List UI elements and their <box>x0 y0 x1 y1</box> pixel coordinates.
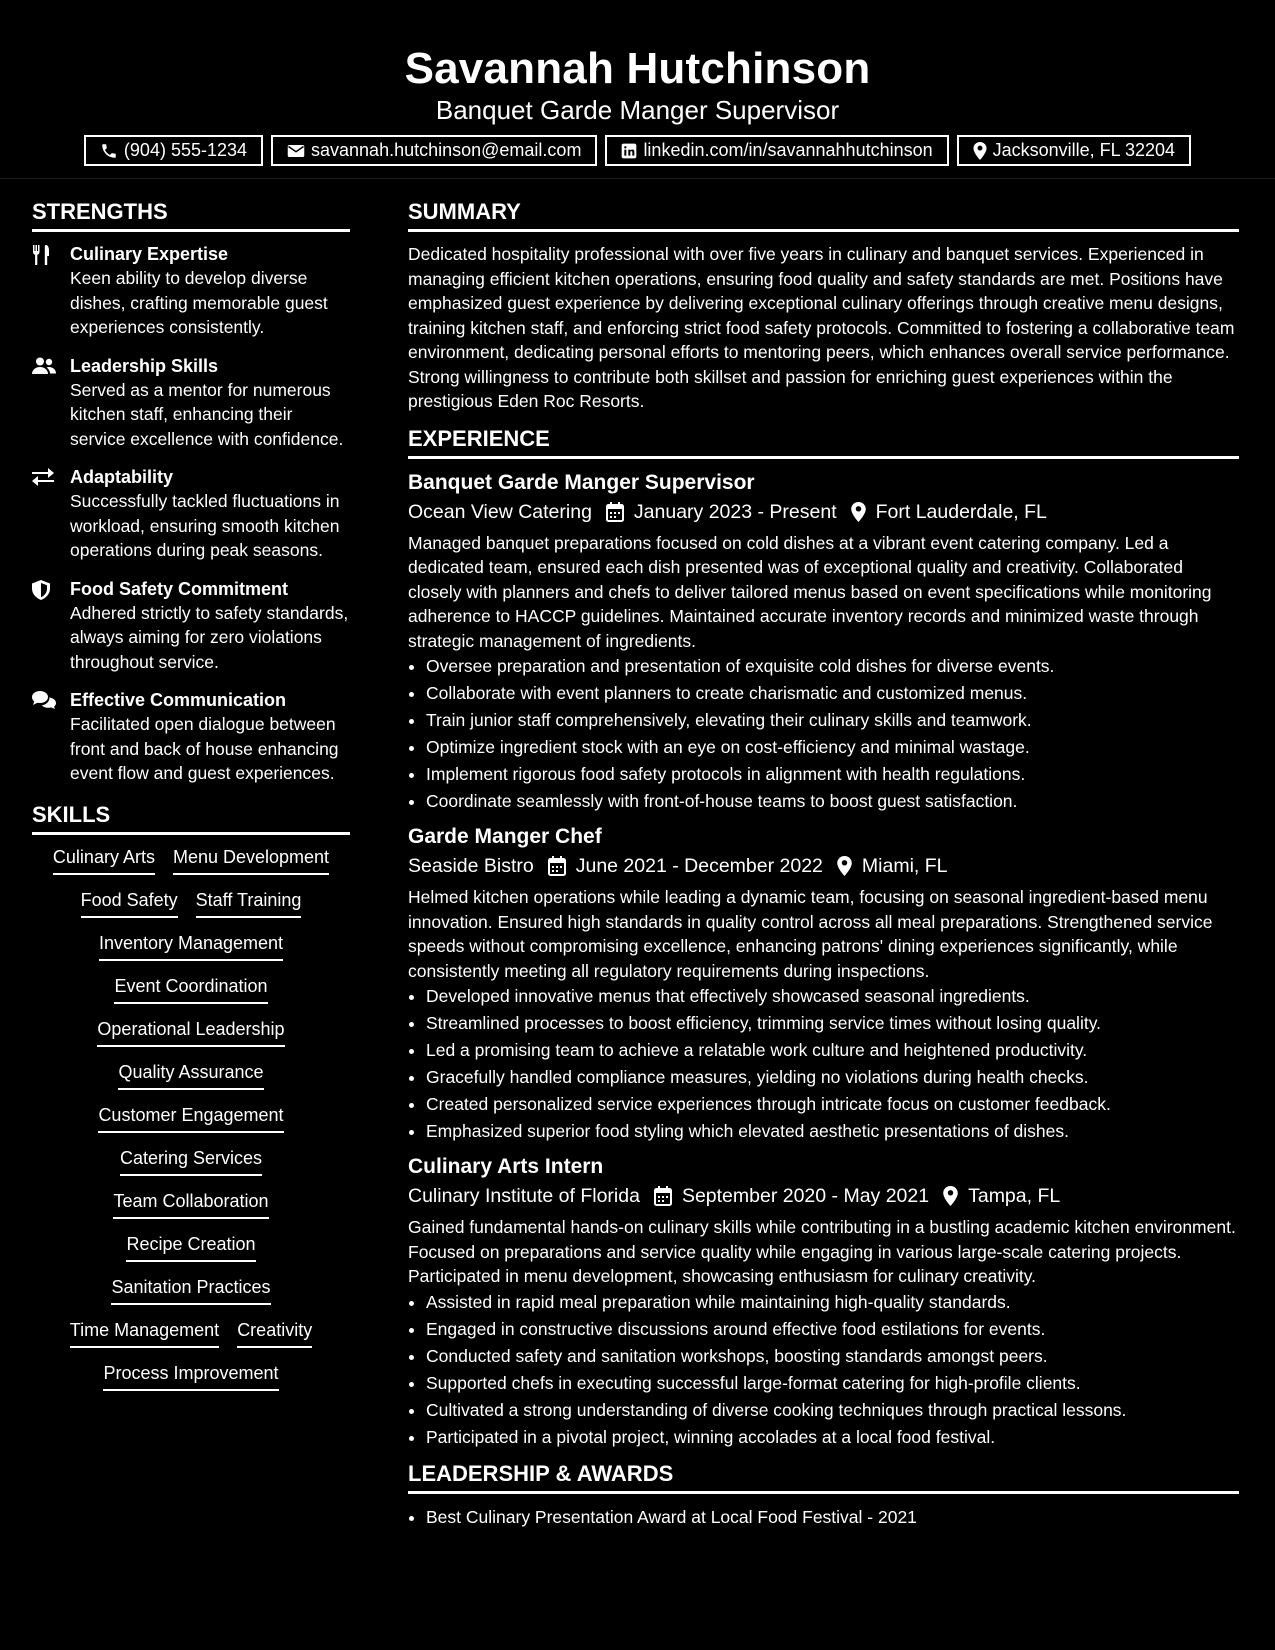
contact-linkedin[interactable] <box>605 135 948 166</box>
job-entry <box>408 469 1239 816</box>
map-pin-icon <box>851 502 866 522</box>
skill-tag: Quality Assurance <box>118 1060 263 1090</box>
exchange-icon <box>32 465 70 563</box>
job-bullet: • Streamlined processes to boost efficiency, trimming service times without losing quality. <box>426 1010 1239 1037</box>
job-company: Culinary Institute of Florida <box>408 1185 640 1207</box>
contact-phone[interactable] <box>84 135 263 166</box>
job-bullet: • Led a promising team to achieve a relatable work culture and heightened productivity. <box>426 1037 1239 1064</box>
awards-heading: LEADERSHIP & AWARDS <box>408 1459 1239 1494</box>
job-bullet: • Oversee preparation and presentation of exquisite cold dishes for diverse events. <box>426 653 1239 680</box>
job-meta <box>408 1181 1239 1211</box>
skill-tag: Staff Training <box>196 888 302 918</box>
job-bullet: • Created personalized service experiences through intricate focus on customer feedback. <box>426 1091 1239 1118</box>
job-bullet: • Optimize ingredient stock with an eye on cost-efficiency and minimal wastage. <box>426 734 1239 761</box>
strength-desc: Served as a mentor for numerous kitchen staff, enhancing their service excellence with confidence. <box>70 379 344 449</box>
job-entry <box>408 823 1239 1145</box>
skill-tag: Inventory Management <box>99 931 283 961</box>
phone-icon <box>100 142 118 160</box>
job-description: Managed banquet preparations focused on cold dishes at a vibrant event catering company. Led a dedicated team, ensured each dish presented was of exceptional quality and creativity. Collaborated closely with planners and chefs to deliver tailored menus based on event specifications while monitoring adherence to HACCP guidelines. Maintained accurate inventory records and minimized waste through strategic management of ingredients. <box>408 532 1212 651</box>
utensils-icon <box>32 242 70 340</box>
job-location: Fort Lauderdale, FL <box>875 500 1047 523</box>
award-item: • Best Culinary Presentation Award at Local Food Festival - 2021 <box>426 1504 1239 1531</box>
shield-icon <box>32 577 70 675</box>
job-bullet: • Engaged in constructive discussions around effective food estilations for events. <box>426 1316 1239 1343</box>
strength-title: Leadership Skills <box>70 355 219 376</box>
strength-desc: Adhered strictly to safety standards, always aiming for zero violations throughout service. <box>70 602 349 672</box>
strength-item <box>32 242 350 340</box>
candidate-name: Savannah Hutchinson <box>404 44 871 93</box>
contact-email-text: savannah.hutchinson@email.com <box>311 140 582 160</box>
job-location: Miami, FL <box>861 855 948 877</box>
candidate-role: Banquet Garde Manger Supervisor <box>435 95 840 125</box>
strength-title: Food Safety Commitment <box>70 578 289 599</box>
strength-item <box>32 577 350 675</box>
users-icon <box>32 354 70 452</box>
job-bullets <box>408 983 1239 1145</box>
strengths-heading: STRENGTHS <box>32 197 350 232</box>
awards-list <box>408 1504 1239 1531</box>
skill-tag: Process Improvement <box>103 1361 278 1391</box>
skill-tag: Menu Development <box>173 845 329 875</box>
strength-desc: Successfully tackled fluctuations in workload, ensuring smooth kitchen operations during peak seasons. <box>70 491 340 560</box>
job-dates: January 2023 - Present <box>633 500 837 523</box>
map-pin-icon <box>837 856 852 876</box>
job-entry <box>408 1153 1239 1451</box>
map-pin-icon <box>973 142 987 160</box>
strength-title: Culinary Expertise <box>70 244 229 264</box>
contact-email[interactable] <box>271 135 597 166</box>
summary-text: Dedicated hospitality professional with over five years in culinary and banquet services. Experienced in managing efficient kitchen operations, ensuring food quality and safety standards are met. Positions have emphasized guest experience by delivering exceptional culinary offerings through creative menu designs, training kitchen staff, and enforcing strict food safety protocols. Committed to fostering a collaborative team environment, dedicating personal efforts to mentoring peers, which enhances overall service performance. Strong willingness to contribute both skillset and passion for enriching guest experiences within the prestigious Eden Roc Resorts. <box>408 244 1235 411</box>
skills-heading: SKILLS <box>32 800 350 835</box>
job-bullets <box>408 1289 1239 1451</box>
job-bullet: • Collaborate with event planners to create charismatic and customized menus. <box>426 680 1239 707</box>
job-dates: September 2020 - May 2021 <box>681 1185 930 1207</box>
job-bullet: • Developed innovative menus that effectively showcased seasonal ingredients. <box>426 983 1239 1010</box>
resume-header <box>0 0 1275 179</box>
job-bullet: • Emphasized superior food styling which elevated aesthetic presentations of dishes. <box>426 1118 1239 1145</box>
job-bullets <box>408 653 1239 815</box>
contact-location[interactable] <box>957 135 1191 166</box>
map-pin-icon <box>943 1186 958 1206</box>
job-dates: June 2021 - December 2022 <box>575 855 823 877</box>
strength-desc: Keen ability to develop diverse dishes, crafting memorable guest experiences consistently. <box>70 268 328 337</box>
job-meta <box>408 497 1239 527</box>
skill-tag: Time Management <box>70 1318 219 1348</box>
job-bullet: • Train junior staff comprehensively, elevating their culinary skills and teamwork. <box>426 707 1239 734</box>
strength-item <box>32 465 350 563</box>
strength-title: Adaptability <box>70 467 174 487</box>
calendar-icon <box>654 1186 672 1206</box>
job-meta <box>408 851 1239 881</box>
skill-tag: Culinary Arts <box>53 845 155 875</box>
skill-tag: Sanitation Practices <box>111 1275 270 1305</box>
right-column <box>408 197 1239 1531</box>
job-bullet: • Implement rigorous food safety protocols in alignment with health regulations. <box>426 761 1239 788</box>
job-company: Ocean View Catering <box>408 500 592 523</box>
experience-heading: EXPERIENCE <box>408 424 1239 459</box>
comments-icon <box>32 688 70 786</box>
envelope-icon <box>287 143 305 159</box>
contact-phone-text: (904) 555-1234 <box>123 140 248 160</box>
summary-heading: SUMMARY <box>408 197 1239 232</box>
strength-item <box>32 688 350 786</box>
job-bullet: • Supported chefs in executing successful large-format catering for high-profile clients. <box>426 1370 1239 1397</box>
job-bullet: • Participated in a pivotal project, winning accolades at a local food festival. <box>426 1424 1239 1451</box>
skill-tag: Recipe Creation <box>126 1232 255 1262</box>
calendar-icon <box>606 502 624 522</box>
contact-linkedin-text: linkedin.com/in/savannahhutchinson <box>643 140 933 160</box>
strength-desc: Facilitated open dialogue between front and back of house enhancing event flow and guest experiences. <box>70 714 339 783</box>
skill-tag: Event Coordination <box>114 974 267 1004</box>
calendar-icon <box>548 856 566 876</box>
job-bullet: • Gracefully handled compliance measures, yielding no violations during health checks. <box>426 1064 1239 1091</box>
job-description: Helmed kitchen operations while leading a dynamic team, focusing on seasonal ingredient-based menu innovation. Ensured high standards in quality control across all meal preparations. Strengthened service speeds without compromising excellence, enhancing patrons' dining experiences significantly, while consistently meeting all regulatory requirements during inspections. <box>408 887 1213 981</box>
skill-tag: Team Collaboration <box>113 1189 268 1219</box>
job-company: Seaside Bistro <box>408 855 534 877</box>
job-title: Garde Manger Chef <box>408 825 602 848</box>
skills-section <box>32 800 350 1391</box>
strength-item <box>32 354 350 452</box>
skill-tag: Customer Engagement <box>98 1103 283 1133</box>
job-location: Tampa, FL <box>968 1185 1061 1207</box>
left-column <box>32 197 350 1391</box>
job-bullet: • Conducted safety and sanitation workshops, boosting standards amongst peers. <box>426 1343 1239 1370</box>
strength-title: Effective Communication <box>70 690 287 710</box>
job-bullet: • Cultivated a strong understanding of diverse cooking techniques through practical lessons. <box>426 1397 1239 1424</box>
contact-location-text: Jacksonville, FL 32204 <box>992 140 1176 160</box>
job-title: Banquet Garde Manger Supervisor <box>408 470 755 494</box>
linkedin-icon <box>621 143 637 159</box>
contact-bar <box>0 135 1275 166</box>
skill-tag: Catering Services <box>120 1146 262 1176</box>
job-title: Culinary Arts Intern <box>408 1155 604 1178</box>
job-bullet: • Coordinate seamlessly with front-of-house teams to boost guest satisfaction. <box>426 788 1239 815</box>
skill-tag: Creativity <box>237 1318 312 1348</box>
job-description: Gained fundamental hands-on culinary skills while contributing in a bustling academic kitchen environment. Focused on preparations and service quality while engaging in various large-scale catering projects. Participated in menu development, showcasing enthusiasm for culinary creativity. <box>408 1217 1236 1286</box>
job-bullet: • Assisted in rapid meal preparation while maintaining high-quality standards. <box>426 1289 1239 1316</box>
skill-tag: Food Safety <box>81 888 178 918</box>
skills-list <box>32 845 350 1391</box>
skill-tag: Operational Leadership <box>97 1017 284 1047</box>
